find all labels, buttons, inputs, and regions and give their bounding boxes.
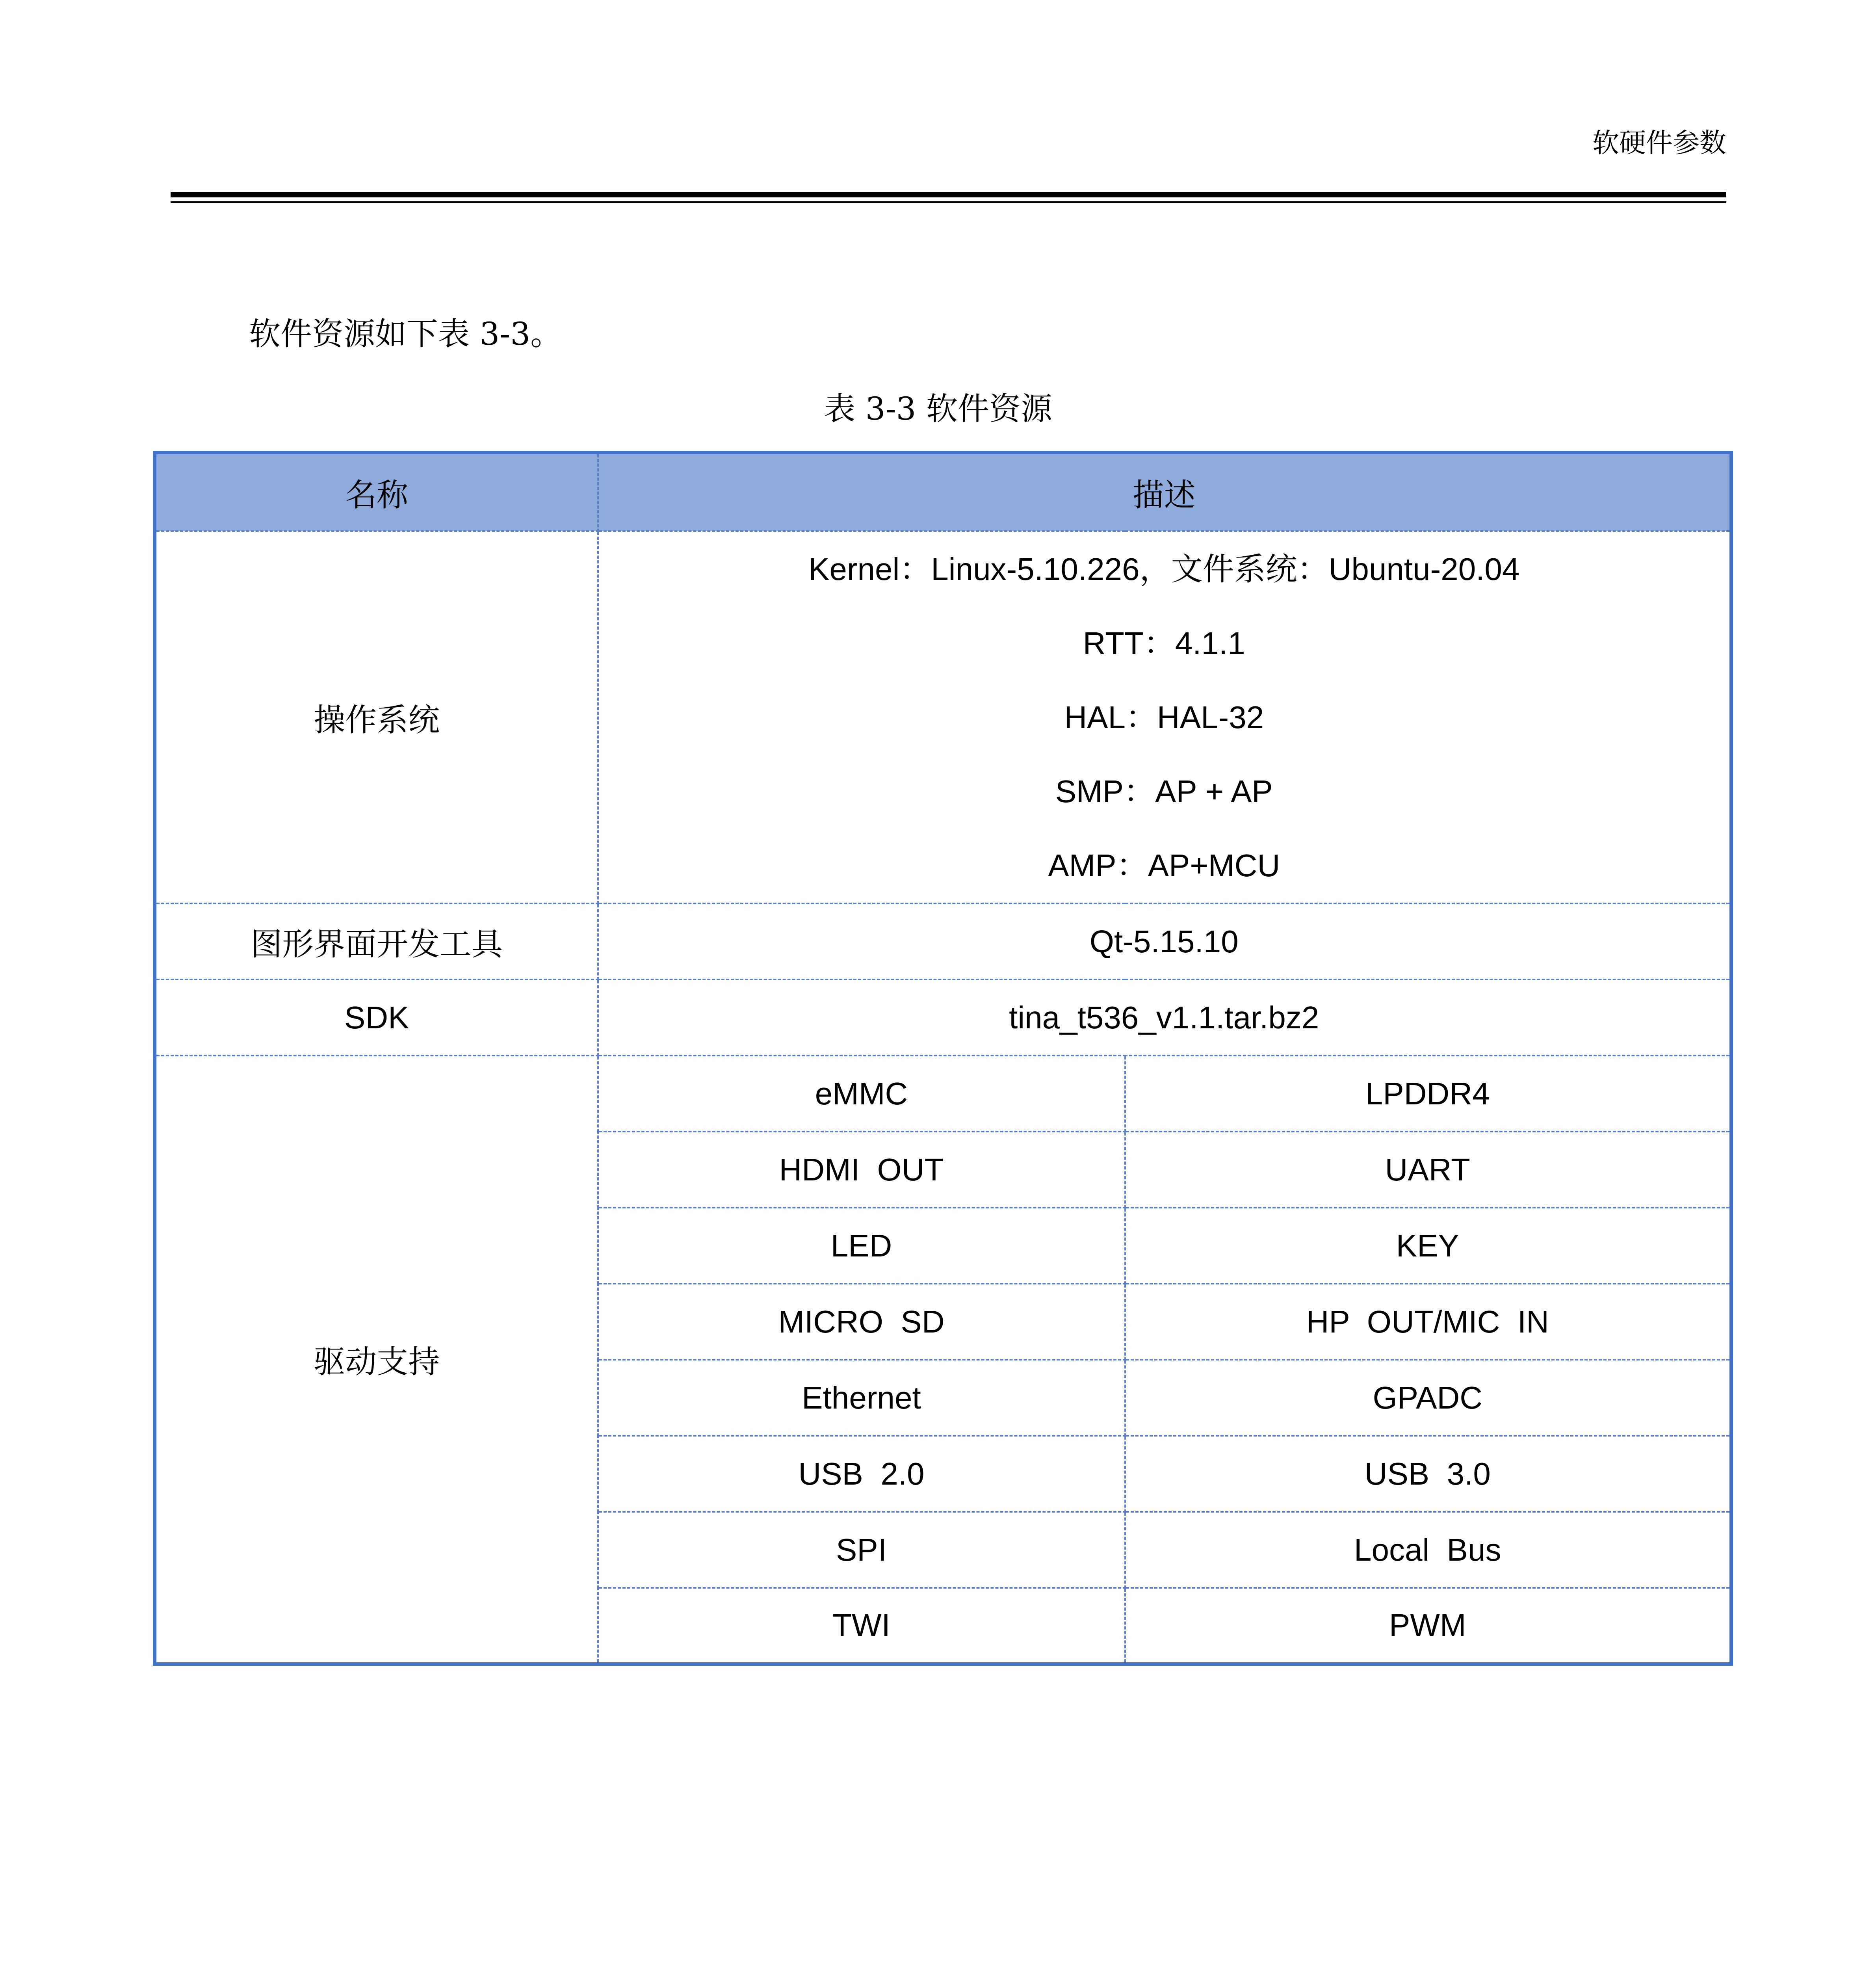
table-row-os — [155, 531, 1731, 903]
spec-table — [153, 451, 1733, 1666]
driver-cell: KEY — [1125, 1208, 1731, 1284]
driver-cell: GPADC — [1125, 1360, 1731, 1436]
sdk-value: tina_t536_v1.1.tar.bz2 — [598, 979, 1731, 1056]
driver-cell: TWI — [598, 1588, 1125, 1664]
os-description — [598, 531, 1731, 903]
driver-cell: Local Bus — [1125, 1512, 1731, 1588]
driver-cell: HDMI OUT — [598, 1132, 1125, 1208]
driver-cell: LED — [598, 1208, 1125, 1284]
os-line-kernel: Kernel：Linux-5.10.226，文件系统：Ubuntu-20.04 — [808, 551, 1520, 587]
table-row-gui — [155, 903, 1731, 979]
header-name: 名称 — [155, 453, 598, 532]
software-resources-table — [153, 451, 1729, 1666]
driver-cell: Ethernet — [598, 1360, 1125, 1436]
row-label-os: 操作系统 — [155, 531, 598, 903]
header-rule-thick — [171, 192, 1726, 197]
header-rule-thin — [171, 201, 1726, 203]
driver-cell: LPDDR4 — [1125, 1056, 1731, 1132]
os-line-rtt: RTT：4.1.1 — [1083, 625, 1245, 661]
gui-value: Qt-5.15.10 — [598, 903, 1731, 979]
header-description: 描述 — [598, 453, 1731, 532]
os-line-smp: SMP：AP + AP — [1055, 773, 1273, 809]
driver-cell: USB 2.0 — [598, 1436, 1125, 1512]
running-header-title: 软硬件参数 — [1592, 128, 1726, 159]
table-row-sdk — [155, 979, 1731, 1056]
row-label-gui: 图形界面开发工具 — [155, 903, 598, 979]
table-header-row — [155, 453, 1731, 532]
driver-cell: PWM — [1125, 1588, 1731, 1664]
row-label-drivers: 驱动支持 — [155, 1056, 598, 1664]
table-row-driver — [155, 1056, 1731, 1132]
os-line-hal: HAL：HAL-32 — [1064, 699, 1264, 735]
driver-cell: eMMC — [598, 1056, 1125, 1132]
driver-cell: USB 3.0 — [1125, 1436, 1731, 1512]
intro-paragraph: 软件资源如下表 3-3。 — [249, 316, 562, 352]
row-label-sdk: SDK — [155, 979, 598, 1056]
os-line-amp: AMP：AP+MCU — [1048, 847, 1280, 883]
driver-cell: HP OUT/MIC IN — [1125, 1284, 1731, 1360]
table-caption: 表 3-3 软件资源 — [824, 390, 1052, 427]
driver-cell: SPI — [598, 1512, 1125, 1588]
driver-cell: UART — [1125, 1132, 1731, 1208]
driver-cell: MICRO SD — [598, 1284, 1125, 1360]
